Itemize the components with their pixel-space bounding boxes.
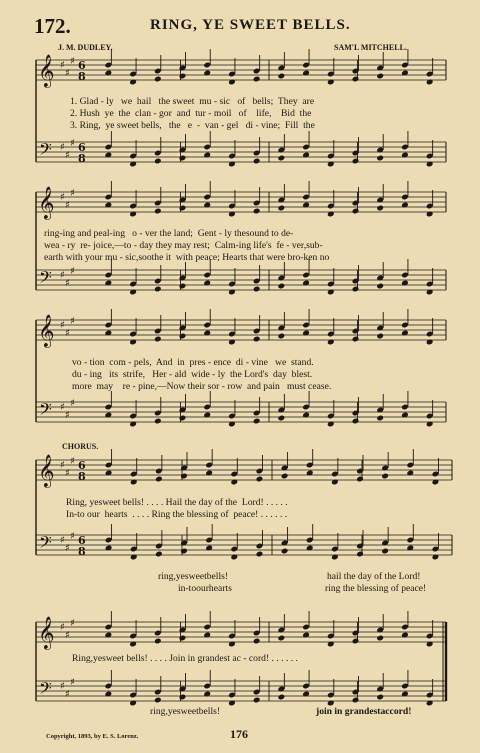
lyric-s2-v2: wea - ry re- joice,—to - day they may rest; Calm-ing life's fe - ver,sub- — [44, 240, 323, 251]
system5-bass-sharp: ♯ — [60, 681, 65, 692]
system4-bass-note — [256, 551, 264, 558]
chorus-s5-line: Ring,yesweet bells! . . . . Join in grandest ac - cord! . . . . . . — [72, 653, 298, 664]
system3-treble-note — [376, 333, 384, 340]
system4-treble-time-bottom: 8 — [78, 470, 86, 483]
composer-credit: J. M. DUDLEY. — [58, 43, 113, 52]
system2-bass-note — [352, 286, 360, 293]
system2-bass-note — [376, 283, 384, 290]
system5-bass-note — [154, 697, 162, 704]
system4-bass-clef: 𝄢 — [39, 532, 52, 556]
system5-treble-clef: 𝄞 — [38, 616, 55, 649]
hymn-number: 172. — [34, 14, 71, 38]
system3-treble-sharp: ♯ — [65, 328, 70, 339]
system5-treble-sharp: ♯ — [65, 630, 70, 641]
system2-treble-note — [376, 205, 384, 212]
system2-bass-note — [253, 286, 261, 293]
system4-bass-note — [381, 548, 389, 555]
system4-treble-sharp: ♯ — [65, 468, 70, 479]
system3-bass-note — [352, 418, 360, 425]
system2-treble-note — [352, 208, 360, 215]
system3-bass-note — [278, 415, 286, 422]
system4-bass-sharp: ♯ — [60, 535, 65, 546]
system5-treble-sharp: ♯ — [60, 622, 65, 633]
chorus-s4-line2: In-to our hearts . . . . Ring the blessing of peace! . . . . . . — [66, 509, 288, 520]
system1-bass-note — [253, 158, 261, 165]
system2-bass-note — [154, 286, 162, 293]
system5-treble-note — [179, 635, 187, 642]
system1-bass-clef: 𝄢 — [39, 139, 52, 163]
system2-bass-sharp: ♯ — [70, 266, 75, 277]
system5-treble-note — [253, 638, 261, 645]
system4-bass-time-top: 6 — [78, 534, 86, 547]
system2-bass-clef: 𝄢 — [39, 267, 52, 291]
system1-treble-clef: 𝄞 — [38, 54, 55, 87]
system1-bass-note — [376, 155, 384, 162]
chorus-bass-blessing: ring the blessing of peace! — [325, 583, 427, 594]
chorus-label: CHORUS. — [62, 442, 99, 451]
chorus-bass-ring: ring,yesweetbells! — [158, 571, 229, 582]
system3-bass-note — [376, 415, 384, 422]
hymn-title: RING, YE SWEET BELLS. — [150, 17, 351, 33]
system3-treble-clef: 𝄞 — [38, 314, 55, 347]
system5-treble-note — [376, 635, 384, 642]
lyric-s1-v2: 2. Hush ye the clan - gor and tur - moil of life, Bid the — [70, 108, 312, 119]
system2-treble-note — [179, 205, 187, 212]
chorus-bass-hail: hail the day of the Lord! — [327, 571, 421, 582]
system5-bass-note — [179, 694, 187, 701]
system2-treble-note — [253, 208, 261, 215]
system3-treble-note — [179, 333, 187, 340]
system4-treble-note — [281, 473, 289, 480]
system5-bass-sharp: ♯ — [65, 689, 70, 700]
system1-bass-note — [352, 158, 360, 165]
system3-treble-note — [154, 336, 162, 343]
system5-bass-sharp: ♯ — [70, 677, 75, 688]
system4-treble-note — [381, 473, 389, 480]
lyric-s1-v3: 3. Ring, ye sweet bells, the e - van - gel di - vine; Fill the — [70, 120, 315, 131]
system2-bass-note — [179, 283, 187, 290]
lyric-s2-v1: ring-ing and peal-ing o - ver the land; Gent - ly thesound to de- — [44, 228, 294, 239]
lyric-s3-v3: more may re - pine,—Now their sor - row and pain must cease. — [72, 381, 332, 392]
lyric-s3-v1: vo - tion com - pels, And in pres - ence di - vine we stand. — [72, 357, 314, 368]
system4-treble-note — [256, 476, 264, 483]
system4-bass-note — [180, 548, 188, 555]
system1-treble-sharp: ♯ — [60, 60, 65, 71]
system1-treble-note — [179, 73, 187, 80]
system5-treble-note — [352, 638, 360, 645]
system1-bass-time-bottom: 8 — [78, 152, 86, 165]
system1-treble-time-top: 6 — [78, 59, 86, 72]
chorus-bass-into: in-toourhearts — [178, 583, 232, 594]
system2-treble-note — [154, 208, 162, 215]
system4-treble-note — [356, 476, 364, 483]
system4-treble-sharp: ♯ — [60, 460, 65, 471]
system1-bass-note — [278, 155, 286, 162]
system1-treble-note — [253, 76, 261, 83]
chorus-s5-bass-join: join in grandestaccord! — [316, 706, 412, 717]
system5-bass-clef: 𝄢 — [39, 678, 52, 702]
system5-bass-note — [352, 697, 360, 704]
page-number: 176 — [230, 727, 248, 741]
chorus-s5-bass-ring: ring,yesweetbells! — [150, 706, 221, 717]
system1-treble-note — [376, 73, 384, 80]
system4-treble-time-top: 6 — [78, 459, 86, 472]
lyric-s3-v2: du - ing its strife, Her - ald wide - ly the Lord's day blest. — [72, 369, 313, 380]
system4-bass-note — [281, 548, 289, 555]
system3-treble-note — [352, 336, 360, 343]
system1-bass-sharp: ♯ — [65, 150, 70, 161]
system4-treble-note — [155, 476, 163, 483]
system1-bass-note — [154, 158, 162, 165]
system3-bass-sharp: ♯ — [70, 398, 75, 409]
system3-treble-note — [278, 333, 286, 340]
system1-bass-sharp: ♯ — [70, 138, 75, 149]
system1-bass-note — [179, 155, 187, 162]
system2-bass-sharp: ♯ — [65, 278, 70, 289]
system5-treble-note — [154, 638, 162, 645]
system2-treble-sharp: ♯ — [70, 188, 75, 199]
system4-bass-sharp: ♯ — [70, 531, 75, 542]
system5-treble-note — [278, 635, 286, 642]
system2-bass-sharp: ♯ — [60, 270, 65, 281]
system3-bass-note — [179, 415, 187, 422]
system1-treble-sharp: ♯ — [70, 56, 75, 67]
system3-treble-note — [253, 336, 261, 343]
lyric-s1-v1: 1. Glad - ly we hail the sweet mu - sic of bells; They are — [70, 96, 315, 107]
author-credit: SAM'L MITCHELL. — [334, 43, 407, 52]
lyric-s2-v3: earth with your mu - sic,soothe it with peace; Hearts that were bro-ken no — [44, 252, 330, 263]
system4-treble-note — [180, 473, 188, 480]
system5-bass-note — [278, 694, 286, 701]
system2-treble-clef: 𝄞 — [38, 186, 55, 219]
system4-bass-note — [356, 551, 364, 558]
system1-treble-note — [352, 76, 360, 83]
system2-treble-sharp: ♯ — [60, 192, 65, 203]
system5-bass-note — [253, 697, 261, 704]
system3-bass-sharp: ♯ — [65, 410, 70, 421]
system1-treble-note — [154, 76, 162, 83]
system3-bass-sharp: ♯ — [60, 402, 65, 413]
chorus-s4-line1: Ring, yesweet bells! . . . . Hail the day of the Lord! . . . . . — [66, 497, 288, 508]
system4-bass-sharp: ♯ — [65, 543, 70, 554]
system3-bass-note — [253, 418, 261, 425]
system3-bass-note — [154, 418, 162, 425]
system2-treble-note — [278, 205, 286, 212]
system1-bass-sharp: ♯ — [60, 142, 65, 153]
system5-treble-sharp: ♯ — [70, 618, 75, 629]
system1-treble-sharp: ♯ — [65, 68, 70, 79]
system4-bass-note — [155, 551, 163, 558]
system3-bass-clef: 𝄢 — [39, 399, 52, 423]
system1-treble-note — [278, 73, 286, 80]
system5-bass-note — [376, 694, 384, 701]
system4-treble-clef: 𝄞 — [38, 454, 55, 487]
system3-treble-sharp: ♯ — [60, 320, 65, 331]
system4-bass-time-bottom: 8 — [78, 545, 86, 558]
system1-bass-time-top: 6 — [78, 141, 86, 154]
system3-treble-sharp: ♯ — [70, 316, 75, 327]
copyright-notice: Copyright, 1893, by E. S. Lorenz. — [46, 733, 139, 740]
system2-treble-sharp: ♯ — [65, 200, 70, 211]
system4-treble-sharp: ♯ — [70, 456, 75, 467]
system2-bass-note — [278, 283, 286, 290]
system1-treble-time-bottom: 8 — [78, 70, 86, 83]
